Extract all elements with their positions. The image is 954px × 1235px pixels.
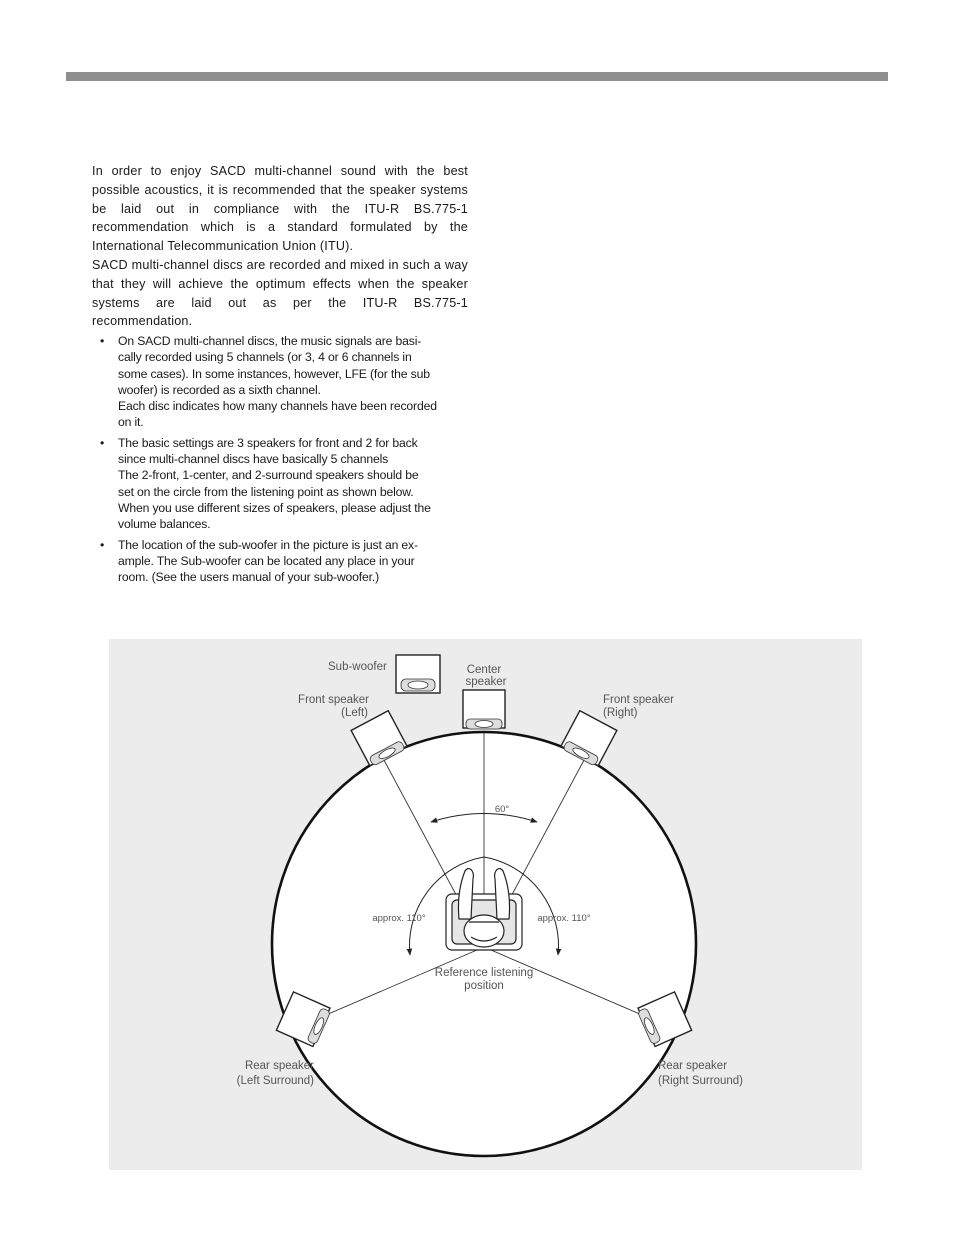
angle-label-60: 60° <box>494 804 510 815</box>
bullet-line: The basic settings are 3 speakers for front and 2 for back <box>118 435 418 450</box>
listening-label-1: Reference listening <box>434 967 534 979</box>
bullet-line: The 2-front, 1-center, and 2-surround speakers should be <box>118 468 419 483</box>
bullet-line: volume balances. <box>118 517 211 532</box>
bullet-line: room. (See the users manual of your sub-woofer.) <box>118 570 380 585</box>
intro-text <box>92 162 468 331</box>
front-left-label-1: Front speaker <box>298 694 369 706</box>
center-label-1: Center <box>466 664 502 676</box>
bullet-line: ample. The Sub-woofer can be located any place in your <box>118 553 415 568</box>
front-right-label-1: Front speaker <box>603 694 674 706</box>
bullet-line: some cases). In some instances, however, LFE (for the sub <box>118 366 430 381</box>
subwoofer-label: Sub-woofer <box>328 661 387 673</box>
center-speaker-icon <box>463 690 505 729</box>
bullet-line: When you use different sizes of speakers, please adjust the <box>118 500 431 515</box>
bullet-line: woofer) is recorded as a sixth channel. <box>118 382 321 397</box>
bullet-dot: • <box>100 334 105 348</box>
bullet-line: since multi-channel discs have basically 5 channels <box>118 452 389 467</box>
center-label-2: speaker <box>465 676 507 688</box>
bullet-line: On SACD multi-channel discs, the music signals are basi- <box>118 334 422 348</box>
list-item <box>100 537 468 586</box>
intro-paragraph-2: SACD multi-channel discs are recorded and mixed in such a way that they will achieve the optimum effects when the speaker systems are laid out as per the ITU-R BS.775-1 recommendation. <box>92 257 468 329</box>
header-rule <box>66 72 888 81</box>
rear-left-label-1: Rear speaker <box>244 1060 314 1072</box>
bullet-dot: • <box>100 435 105 450</box>
angle-label-left: approx. 110° <box>372 913 426 924</box>
speaker-layout-figure <box>109 639 862 1170</box>
speaker-layout-diagram <box>109 639 862 1170</box>
bullet-line: set on the circle from the listening point as shown below. <box>118 484 414 499</box>
list-item <box>100 333 468 431</box>
rear-left-label-2: (Left Surround) <box>236 1075 314 1087</box>
listening-label-2: position <box>464 980 504 992</box>
subwoofer-icon <box>396 655 440 693</box>
bullet-dot: • <box>100 537 105 552</box>
bullet-list <box>100 333 468 589</box>
list-item <box>100 435 468 533</box>
bullet-line: cally recorded using 5 channels (or 3, 4 or 6 channels in <box>118 350 412 365</box>
angle-label-right: approx. 110° <box>537 913 591 924</box>
intro-paragraph-1: In order to enjoy SACD multi-channel sound with the best possible acoustics, it is recommended that the speaker systems be laid out in compliance with the ITU-R BS.775-1 recommendation which is a standard formulated by the International Telecommunication Union (ITU). <box>92 164 468 254</box>
rear-right-label-2: (Right Surround) <box>658 1075 744 1087</box>
bullet-line: on it. <box>118 415 144 430</box>
front-right-label-2: (Right) <box>603 707 638 719</box>
rear-right-label-1: Rear speaker <box>658 1060 728 1072</box>
bullet-line: Each disc indicates how many channels have been recorded <box>118 399 437 414</box>
front-left-label-2: (Left) <box>341 707 368 719</box>
bullet-line: The location of the sub-woofer in the picture is just an ex- <box>118 537 418 552</box>
